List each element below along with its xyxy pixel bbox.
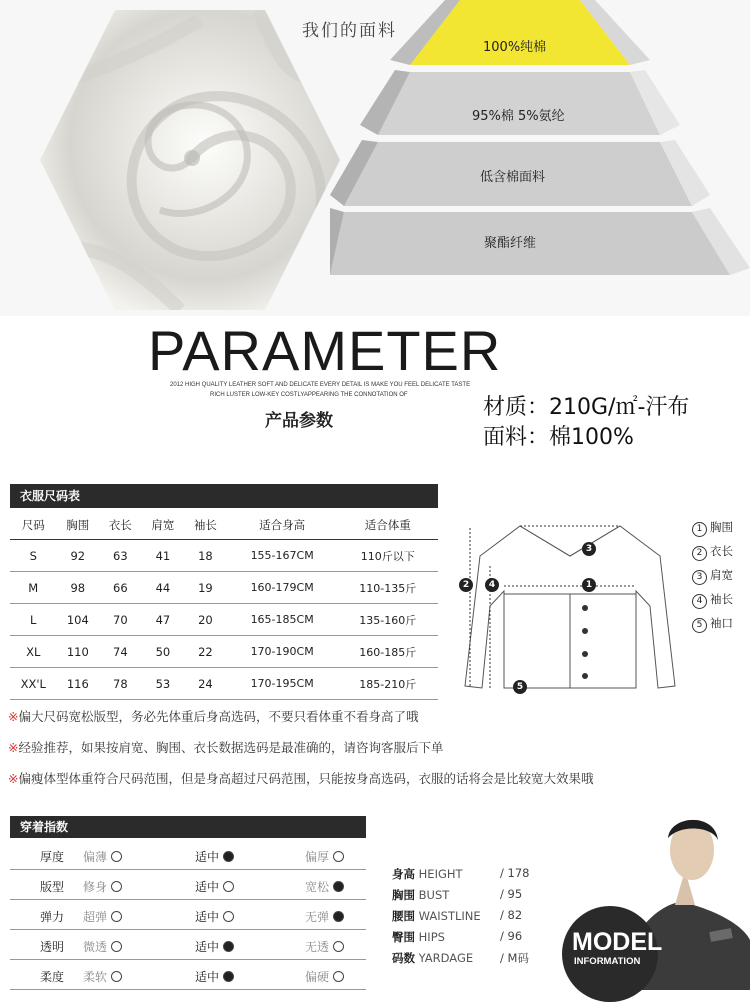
legend-label: 袖长 (710, 592, 733, 606)
parameter-subtitle-1: 2012 HIGH QUALITY LEATHER SOFT AND DELICATE EVERY DETAIL IS MAKE YOU FEEL DELICATE TASTE (170, 382, 471, 388)
model-measure-value: / 178 (500, 866, 530, 880)
size-cell: 19 (184, 572, 227, 604)
size-cell: 44 (142, 572, 185, 604)
wearing-option (305, 848, 344, 865)
size-cell: 41 (142, 540, 185, 572)
diagram-marker-4: 4 (485, 578, 499, 592)
model-measure-value: / M码 (500, 951, 529, 965)
size-row (10, 604, 438, 636)
note-mark: ※ (8, 771, 19, 786)
size-chart-header-row (10, 510, 438, 540)
size-cell: 92 (57, 540, 100, 572)
size-cell: 74 (99, 636, 142, 668)
legend-item (692, 591, 733, 609)
size-cell: 116 (57, 668, 100, 700)
model-measure-cn: 臀围 (392, 930, 415, 944)
wearing-option (195, 848, 234, 865)
wearing-option-label: 偏厚 (305, 850, 330, 864)
parameter-subtitle-2: RICH LUSTER LOW-KEY COSTLYAPPEARING THE CONNOTATION OF (210, 392, 408, 398)
radio-dot-icon (111, 851, 122, 862)
wearing-option (83, 848, 122, 865)
shirt-diagram (460, 516, 680, 696)
note-text: 偏瘦体型体重符合尺码范围，但是身高超过尺码范围，只能按身高选码，衣服的话将会是比较宽大效果哦 (18, 771, 594, 786)
size-cell: 170-190CM (227, 636, 338, 668)
wearing-option-label: 无透 (305, 940, 330, 954)
size-cell: 165-185CM (227, 604, 338, 636)
size-cell: 104 (57, 604, 100, 636)
legend-item (692, 567, 733, 585)
radio-dot-icon (333, 881, 344, 892)
model-badge-subtitle: INFORMATION (574, 956, 641, 967)
wearing-option (83, 878, 122, 895)
model-measure-value: / 82 (500, 908, 523, 922)
note-mark: ※ (8, 709, 19, 724)
col-header: 适合身高 (227, 510, 338, 540)
wearing-option-label: 修身 (83, 880, 108, 894)
size-cell: 170-195CM (227, 668, 338, 700)
size-cell: M (10, 572, 57, 604)
radio-dot-icon (111, 911, 122, 922)
size-cell: 155-167CM (227, 540, 338, 572)
size-cell: S (10, 540, 57, 572)
radio-dot-icon (111, 971, 122, 982)
radio-dot-icon (223, 881, 234, 892)
size-cell: 160-185斤 (338, 636, 438, 668)
wearing-row (10, 960, 366, 990)
size-chart-header: 衣服尺码表 (10, 484, 438, 508)
radio-dot-icon (223, 941, 234, 952)
size-cell: L (10, 604, 57, 636)
col-header: 肩宽 (142, 510, 185, 540)
wearing-option-label: 偏薄 (83, 850, 108, 864)
pyramid-level-1: 100%纯棉 (483, 40, 547, 55)
col-header: 适合体重 (338, 510, 438, 540)
size-row (10, 540, 438, 572)
wearing-option (305, 878, 344, 895)
radio-dot-icon (111, 941, 122, 952)
wearing-index-header: 穿着指数 (10, 816, 366, 838)
col-header: 袖长 (184, 510, 227, 540)
model-measure-label (392, 866, 463, 882)
legend-label: 袖口 (710, 616, 733, 630)
legend-label: 衣长 (710, 544, 733, 558)
wearing-option (305, 938, 344, 955)
model-measure-cn: 腰围 (392, 909, 415, 923)
model-measure-label (392, 929, 445, 945)
radio-dot-icon (333, 971, 344, 982)
wearing-option (305, 908, 344, 925)
model-measure-en: HIPS (418, 930, 445, 944)
pyramid-level-2: 95%棉 5%氨纶 (472, 109, 565, 124)
pyramid-level-4: 聚酯纤维 (484, 236, 537, 251)
wearing-row (10, 900, 366, 930)
model-measure-cn: 身高 (392, 867, 415, 881)
wearing-label: 柔度 (40, 970, 65, 984)
wearing-option-label: 适中 (195, 910, 220, 924)
size-cell: 185-210斤 (338, 668, 438, 700)
model-measure-label (392, 950, 473, 966)
model-measure-cn: 胸围 (392, 888, 415, 902)
model-measure-en: BUST (418, 888, 450, 902)
size-row (10, 668, 438, 700)
diagram-marker-1: 1 (582, 578, 596, 592)
size-cell: XX'L (10, 668, 57, 700)
col-header: 胸围 (57, 510, 100, 540)
size-note (8, 707, 419, 725)
model-measure-label (392, 887, 449, 903)
model-measure-label (392, 908, 481, 924)
size-cell: 110 (57, 636, 100, 668)
wearing-row (10, 870, 366, 900)
legend-number: 2 (692, 546, 707, 561)
wearing-option-label: 偏硬 (305, 970, 330, 984)
model-measure-en: YARDAGE (418, 951, 474, 965)
radio-dot-icon (333, 941, 344, 952)
size-cell: 66 (99, 572, 142, 604)
size-cell: 50 (142, 636, 185, 668)
wearing-option-label: 微透 (83, 940, 108, 954)
wearing-option-label: 无弹 (305, 910, 330, 924)
diagram-marker-5: 5 (513, 680, 527, 694)
size-cell: 78 (99, 668, 142, 700)
radio-dot-icon (333, 851, 344, 862)
wearing-label: 透明 (40, 940, 65, 954)
note-text: 经验推荐，如果按肩宽、胸围、衣长数据选码是最准确的，请咨询客服后下单 (18, 740, 444, 755)
legend-number: 1 (692, 522, 707, 537)
legend-item (692, 543, 733, 561)
size-cell: 160-179CM (227, 572, 338, 604)
wearing-label: 弹力 (40, 910, 65, 924)
wearing-option (195, 968, 234, 985)
size-row (10, 636, 438, 668)
size-row (10, 572, 438, 604)
legend-number: 4 (692, 594, 707, 609)
size-cell: 98 (57, 572, 100, 604)
size-note (8, 769, 594, 787)
legend-item (692, 519, 733, 537)
size-cell: 24 (184, 668, 227, 700)
diagram-marker-3: 3 (582, 542, 596, 556)
wearing-option-label: 适中 (195, 880, 220, 894)
size-cell: 18 (184, 540, 227, 572)
radio-dot-icon (223, 911, 234, 922)
model-measure-cn: 码数 (392, 951, 415, 965)
pyramid-level-3: 低含棉面料 (480, 170, 546, 185)
diagram-marker-2: 2 (459, 578, 473, 592)
size-note (8, 738, 444, 756)
wearing-option (195, 908, 234, 925)
wearing-option (195, 878, 234, 895)
product-params-heading: 产品参数 (265, 411, 333, 431)
wearing-option-label: 宽松 (305, 880, 330, 894)
wearing-option-label: 适中 (195, 850, 220, 864)
size-cell: XL (10, 636, 57, 668)
wearing-option (195, 938, 234, 955)
wearing-option-label: 适中 (195, 970, 220, 984)
legend-label: 胸围 (710, 520, 733, 534)
note-mark: ※ (8, 740, 19, 755)
fabric-photo (40, 10, 340, 310)
model-measure-value: / 95 (500, 887, 523, 901)
model-badge-title: MODEL (572, 928, 663, 956)
size-cell: 63 (99, 540, 142, 572)
wearing-option-label: 适中 (195, 940, 220, 954)
wearing-option (83, 908, 122, 925)
fabric-text: 面料：棉100% (483, 425, 634, 450)
wearing-option-label: 柔软 (83, 970, 108, 984)
wearing-option-label: 超弹 (83, 910, 108, 924)
legend-number: 3 (692, 570, 707, 585)
legend-item (692, 615, 733, 633)
model-measure-value: / 96 (500, 929, 523, 943)
wearing-option (83, 968, 122, 985)
radio-dot-icon (223, 851, 234, 862)
size-cell: 20 (184, 604, 227, 636)
radio-dot-icon (223, 971, 234, 982)
radio-dot-icon (333, 911, 344, 922)
wearing-row (10, 930, 366, 960)
size-cell: 22 (184, 636, 227, 668)
wearing-label: 版型 (40, 880, 65, 894)
wearing-option (83, 938, 122, 955)
wearing-row (10, 840, 366, 870)
size-chart-table (10, 510, 438, 700)
material-text: 材质：210G/㎡-汗布 (483, 395, 690, 420)
parameter-title: PARAMETER (148, 319, 502, 382)
size-cell: 110斤以下 (338, 540, 438, 572)
wearing-option (305, 968, 344, 985)
size-cell: 53 (142, 668, 185, 700)
our-fabric-heading: 我们的面料 (302, 21, 397, 41)
size-cell: 70 (99, 604, 142, 636)
size-cell: 110-135斤 (338, 572, 438, 604)
note-text: 偏大尺码宽松版型，务必先体重后身高选码，不要只看体重不看身高了哦 (18, 709, 419, 724)
size-cell: 47 (142, 604, 185, 636)
wearing-label: 厚度 (40, 850, 65, 864)
model-measure-en: HEIGHT (418, 867, 463, 881)
col-header: 衣长 (99, 510, 142, 540)
size-cell: 135-160斤 (338, 604, 438, 636)
col-header: 尺码 (10, 510, 57, 540)
model-measure-en: WAISTLINE (418, 909, 481, 923)
legend-number: 5 (692, 618, 707, 633)
legend-label: 肩宽 (710, 568, 733, 582)
radio-dot-icon (111, 881, 122, 892)
